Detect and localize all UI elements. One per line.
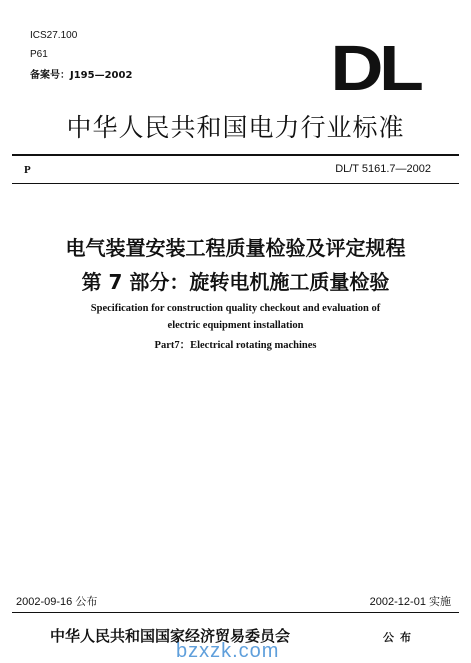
record-number: 备案号：J195—2002 bbox=[30, 70, 133, 81]
title-en-line1: Specification for construction quality checkout and evaluation of bbox=[90, 303, 381, 314]
standard-code: DL/T 5161.7—2002 bbox=[335, 163, 431, 175]
dl-logo: DL bbox=[330, 32, 419, 104]
classification-letter: P bbox=[24, 164, 31, 176]
ics-number: ICS27.100 bbox=[30, 30, 78, 41]
title-en-line2: electric equipment installation bbox=[167, 320, 304, 331]
title-cn-line2: 第 7 部分：旋转电机施工质量检验 bbox=[81, 270, 390, 294]
title-cn-line1: 电气装置安装工程质量检验及评定规程 bbox=[65, 236, 406, 260]
header-divider bbox=[12, 154, 459, 156]
published-label: 公布 bbox=[383, 631, 417, 644]
title-en-line3: Part7：Electrical rotating machines bbox=[154, 340, 317, 351]
footer-divider bbox=[12, 612, 459, 613]
issue-date: 2002-09-16 公布 bbox=[16, 596, 98, 608]
ccs-number: P61 bbox=[30, 49, 48, 60]
effective-date: 2002-12-01 实施 bbox=[369, 596, 451, 608]
standard-title: 中华人民共和国电力行业标准 bbox=[66, 113, 405, 142]
site-watermark: bzxzk.com bbox=[176, 640, 280, 662]
issuer-name: 中华人民共和国国家经济贸易委员会 bbox=[50, 627, 291, 645]
code-divider bbox=[12, 183, 459, 184]
